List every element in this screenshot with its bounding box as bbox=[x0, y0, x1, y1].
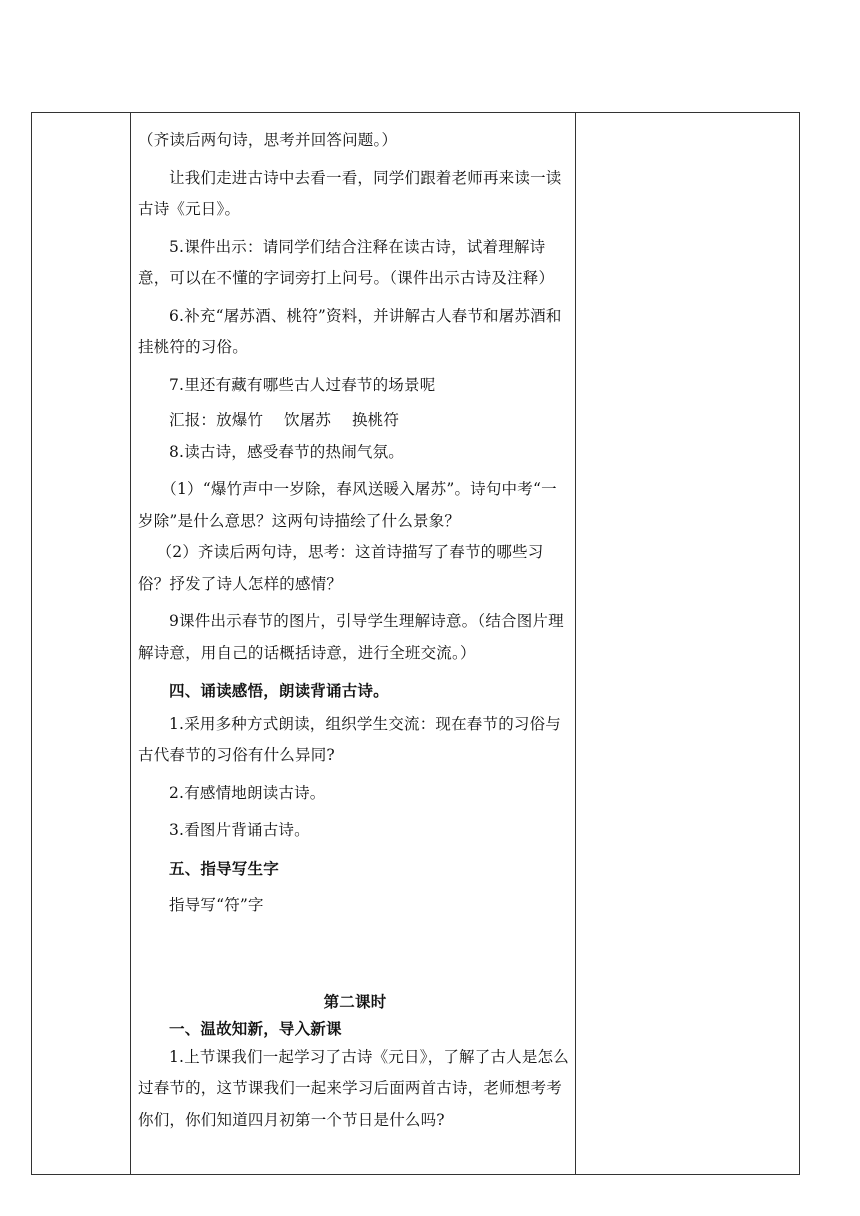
column-divider-left bbox=[130, 113, 131, 1174]
paragraph: 7.里还有藏有哪些古人过春节的场景呢 bbox=[169, 375, 436, 394]
paragraph: 1.上节课我们一起学习了古诗《元日》，了解了古人是怎么过春节的，这节课我们一起来学习后面两首古诗，老师想考考你们，你们知道四月初第一个节日是什么吗? bbox=[138, 1047, 569, 1129]
paragraph: 指导写“符”字 bbox=[169, 896, 264, 914]
paragraph: 9课件出示春节的图片，引导学生理解诗意。（结合图片理解诗意，用自己的话概括诗意，进行全班交流。） bbox=[138, 612, 564, 662]
paragraph: 汇报：放爆竹 饮屠苏 换桃符 bbox=[169, 411, 400, 429]
paragraph: 1.采用多种方式朗读，组织学生交流：现在春节的习俗与古代春节的习俗有什么异同? bbox=[138, 714, 561, 764]
lesson-content bbox=[138, 112, 572, 1136]
paragraph: （1）“爆竹声中一岁除，春风送暖入屠苏”。诗句中考“一岁除”是什么意思？这两句诗描绘了什么景象？ bbox=[138, 480, 557, 530]
column-divider-right bbox=[575, 113, 576, 1174]
section-heading: 五、指导写生字 bbox=[169, 858, 279, 878]
section-heading: 一、温故知新，导入新课 bbox=[169, 1018, 342, 1038]
paragraph: 6.补充“屠苏酒、桃符”资料，并讲解古人春节和屠苏酒和挂桃符的习俗。 bbox=[138, 306, 562, 356]
paragraph: 让我们走进古诗中去看一看，同学们跟着老师再来读一读古诗《元日》。 bbox=[138, 168, 562, 218]
paragraph: 5.课件出示：请同学们结合注释在读古诗，试着理解诗意，可以在不懂的字词旁打上问号。（课件出示古诗及注释） bbox=[138, 237, 555, 287]
paragraph: （齐读后两句诗，思考并回答问题。） bbox=[138, 131, 398, 149]
paragraph: （2）齐读后两句诗，思考：这首诗描写了春节的哪些习俗？抒发了诗人怎样的感情？ bbox=[138, 543, 544, 593]
lesson-title: 第二课时 bbox=[323, 991, 387, 1011]
paragraph: 2.有感情地朗读古诗。 bbox=[169, 783, 326, 802]
paragraph: 8.读古诗，感受春节的热闹气氛。 bbox=[169, 442, 404, 461]
section-heading: 四、诵读感悟，朗读背诵古诗。 bbox=[169, 681, 389, 700]
paragraph: 3.看图片背诵古诗。 bbox=[169, 821, 310, 839]
